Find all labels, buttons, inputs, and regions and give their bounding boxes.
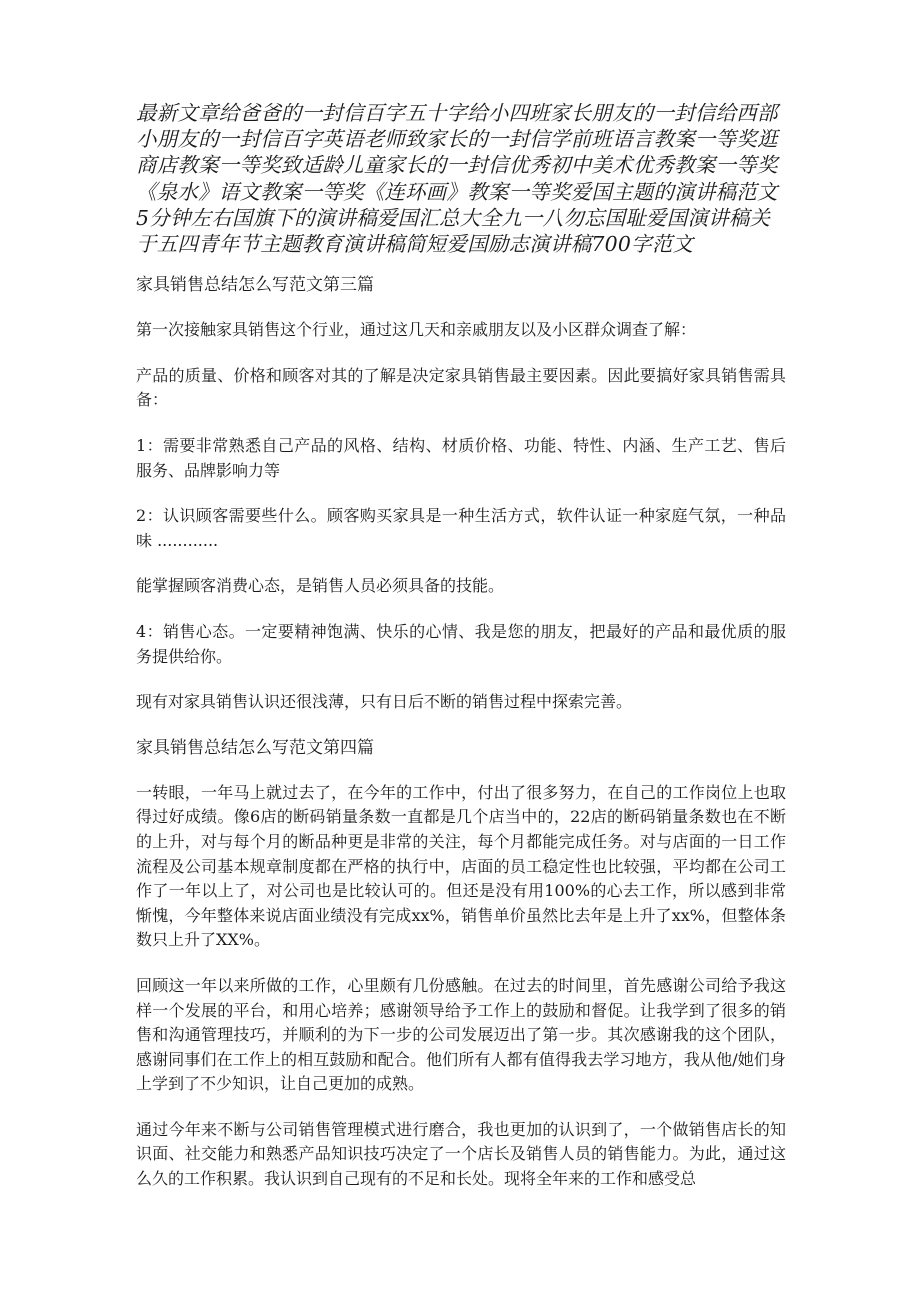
- section-three: [136, 273, 786, 715]
- paragraph: 1：需要非常熟悉自己产品的风格、结构、材质价格、功能、特性、内涵、生产工艺、售后服务、品牌影响力等: [136, 436, 786, 480]
- paragraph: 4：销售心态。一定要精神饱满、快乐的心情、我是您的朋友，把最好的产品和最优质的服务提供给你。: [136, 621, 786, 666]
- section-three-title: 家具销售总结怎么写范文第三篇: [136, 275, 374, 296]
- document-page: [136, 100, 786, 1213]
- related-articles-header: 最新文章给爸爸的一封信百字五十字给小四班家长朋友的一封信给西部小朋友的一封信百字英语老师致家长的一封信学前班语言教案一等奖逛商店教案一等奖致适龄儿童家长的一封信优秀初中美术优秀教案一等奖《泉水》语文教案一等奖《连环画》教案一等奖爱国主题的演讲稿范文5分钟左右国旗下的演讲稿爱国汇总大全九一八勿忘国耻爱国演讲稿关于五四青年节主题教育演讲稿简短爱国励志演讲稿700字范文: [136, 101, 778, 257]
- paragraph: 第一次接触家具销售这个行业，通过这几天和亲戚朋友以及小区群众调查了解：: [136, 320, 697, 340]
- paragraph: 2：认识顾客需要些什么。顾客购买家具是一种生活方式，软件认证一种家庭气氛，一种品味 ............: [136, 506, 786, 550]
- paragraph: 回顾这一年以来所做的工作，心里颇有几份感触。在过去的时间里，首先感谢公司给予我这样一个发展的平台，和用心培养；感谢领导给予工作上的鼓励和督促。让我学到了很多的销售和沟通管理技巧，并顺利的为下一步的公司发展迈出了第一步。其次感谢我的这个团队，感谢同事们在工作上的相互鼓励和配合。他们所有人都有值得我去学习地方，我从他/她们身上学到了不少知识，让自己更加的成熟。: [136, 975, 786, 1094]
- section-four-title: 家具销售总结怎么写范文第四篇: [136, 737, 374, 758]
- paragraph: 现有对家具销售认识还很浅薄，只有日后不断的销售过程中探索完善。: [136, 692, 633, 712]
- paragraph: 能掌握顾客消费心态，是销售人员必须具备的技能。: [136, 576, 505, 596]
- paragraph: 一转眼，一年马上就过去了，在今年的工作中，付出了很多努力，在自己的工作岗位上也取得过好成绩。像6店的断码销量条数一直都是几个店当中的，22店的断码销量条数也在不断的上升，对与每个月的断品种更是非常的关注，每个月都能完成任务。对与店面的一日工作流程及公司基本规章制度都在严格的执行中，店面的员工稳定性也比较强，平均都在公司工作了一年以上了，对公司也是比较认可的。但还是没有用100%的心去工作，所以感到非常惭愧，今年整体来说店面业绩没有完成xx%，销售单价虽然比去年是上升了xx%，但整体条数只上升了XX%。: [136, 782, 786, 950]
- paragraph: 产品的质量、价格和顾客对其的了解是决定家具销售最主要因素。因此要搞好家具销售需具备：: [136, 365, 786, 410]
- paragraph: 通过今年来不断与公司销售管理模式进行磨合，我也更加的认识到了，一个做销售店长的知识面、社交能力和熟悉产品知识技巧决定了一个店长及销售人员的销售能力。为此，通过这么久的工作积累。我认识到自己现有的不足和长处。现将全年来的工作和感受总: [136, 1119, 786, 1189]
- section-four: [136, 736, 786, 1192]
